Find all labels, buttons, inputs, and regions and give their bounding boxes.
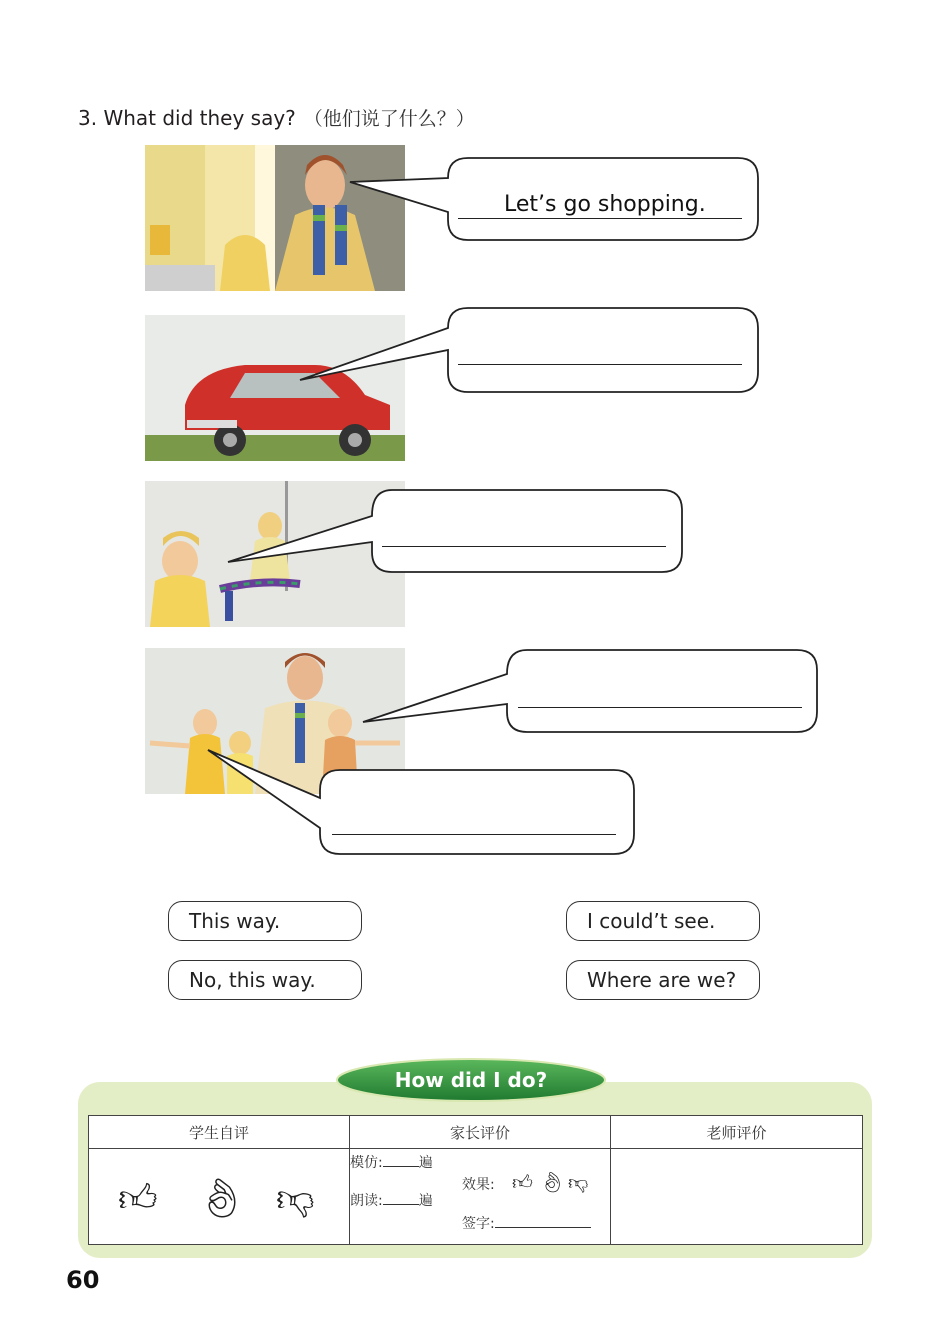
question-label: 3. What did they say? — [78, 106, 296, 130]
choice-could-not-see[interactable]: I could’t see. — [566, 901, 760, 941]
answer-line-4[interactable] — [518, 707, 802, 708]
choice-no-this-way[interactable]: No, this way. — [168, 960, 362, 1000]
answer-line-1[interactable] — [458, 218, 742, 219]
effect-field — [462, 1174, 495, 1194]
col-teacher-header: 老师评价 — [611, 1116, 863, 1149]
question-label-cn: （他们说了什么？） — [303, 108, 475, 130]
col-parent-header: 家长评价 — [350, 1116, 611, 1149]
sign-field[interactable] — [462, 1213, 591, 1233]
evaluation-badge-label: How did I do? — [394, 1068, 548, 1092]
speech-bubble-3 — [220, 482, 690, 582]
read-label: 朗读: — [350, 1193, 383, 1209]
read-blank[interactable] — [383, 1204, 419, 1205]
imitate-label: 模仿: — [350, 1155, 383, 1171]
page-number: 60 — [66, 1266, 100, 1294]
thumbs-down-icon[interactable]: 👎︎ — [276, 1176, 315, 1220]
effect-ok-hand-icon[interactable]: 👌︎ — [540, 1170, 566, 1194]
answer-line-3[interactable] — [382, 546, 666, 547]
effect-label: 效果: — [462, 1177, 495, 1193]
effect-thumbs-up-icon[interactable]: 👍︎ — [512, 1170, 533, 1194]
imitate-blank[interactable] — [383, 1166, 419, 1167]
answer-text-1: Let’s go shopping. — [504, 192, 706, 217]
sign-label: 签字: — [462, 1216, 495, 1232]
speech-bubble-4 — [355, 642, 825, 742]
effect-thumbs-down-icon[interactable]: 👎︎ — [568, 1170, 589, 1194]
read-field[interactable] — [350, 1190, 433, 1210]
sign-blank[interactable] — [495, 1227, 591, 1228]
choice-where-are-we[interactable]: Where are we? — [566, 960, 760, 1000]
ok-hand-icon[interactable]: 👌︎ — [198, 1176, 247, 1220]
question-heading — [78, 104, 475, 131]
answer-line-2[interactable] — [458, 364, 742, 365]
speech-bubble-5 — [200, 742, 640, 862]
answer-line-5[interactable] — [332, 834, 616, 835]
choice-this-way[interactable]: This way. — [168, 901, 362, 941]
teacher-eval-cell[interactable] — [611, 1149, 863, 1245]
imitate-field[interactable] — [350, 1152, 433, 1172]
read-unit: 遍 — [418, 1193, 433, 1209]
speech-bubble-2 — [295, 300, 765, 400]
thumbs-up-icon[interactable]: 👍︎ — [118, 1176, 158, 1220]
col-student-header: 学生自评 — [89, 1116, 350, 1149]
imitate-unit: 遍 — [418, 1155, 433, 1171]
